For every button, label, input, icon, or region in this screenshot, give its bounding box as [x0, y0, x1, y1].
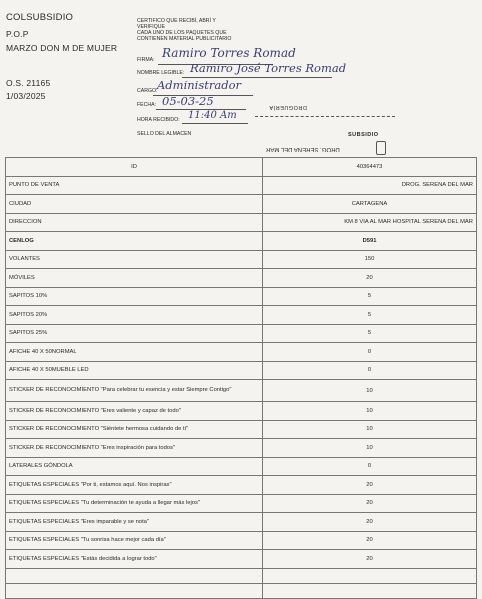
table-row	[6, 343, 477, 362]
empty-cell	[6, 583, 263, 598]
row-label: CIUDAD	[6, 195, 263, 214]
row-label: PUNTO DE VENTA	[6, 176, 263, 195]
table-row	[6, 402, 477, 421]
row-label: SAPITOS 25%	[6, 324, 263, 343]
fecha-label: FECHA:	[137, 102, 157, 108]
cargo-handwritten: Administrador	[157, 78, 241, 92]
hora-handwritten: 11:40 Am	[188, 110, 237, 121]
hora-label: HORA RECIBIDO:	[137, 117, 180, 123]
firma-label: FIRMA:	[137, 57, 155, 63]
company-name: COLSUBSIDIO	[6, 12, 74, 23]
row-label: AFICHE 40 X 50MUEBLE LED	[6, 361, 263, 380]
table-row	[6, 531, 477, 550]
table-row	[6, 513, 477, 532]
row-value: 0	[263, 361, 477, 380]
row-label: ETIQUETAS ESPECIALES "Tu determinación te ayuda a llegar más lejos"	[6, 494, 263, 513]
row-label: ETIQUETAS ESPECIALES "Eres imparable y se nota"	[6, 513, 263, 532]
row-label: DIRECCION	[6, 213, 263, 232]
row-value: 40364473	[263, 158, 477, 177]
cert-line: CADA UNO DE LOS PAQUETES QUE	[137, 30, 227, 36]
row-label: SAPITOS 10%	[6, 287, 263, 306]
row-label: ID	[6, 158, 263, 177]
empty-cell	[263, 583, 477, 598]
certification-text	[137, 18, 231, 42]
table-row-empty	[6, 583, 477, 598]
row-label: STICKER DE RECONOCIMIENTO "Siéntete hermosa cuidando de ti"	[6, 420, 263, 439]
hora-underline	[182, 123, 248, 124]
row-label: LATERALES GÓNDOLA	[6, 457, 263, 476]
row-label: MÓVILES	[6, 269, 263, 288]
table-row	[6, 306, 477, 325]
row-value: 20	[263, 513, 477, 532]
row-label: ETIQUETAS ESPECIALES "Estás decidida a lograr todo"	[6, 550, 263, 569]
table-row	[6, 287, 477, 306]
row-value: 20	[263, 269, 477, 288]
row-label: VOLANTES	[6, 250, 263, 269]
row-value: 150	[263, 250, 477, 269]
row-value: 0	[263, 457, 477, 476]
row-value: 20	[263, 550, 477, 569]
row-label: CENLOG	[6, 232, 263, 251]
table-row	[6, 250, 477, 269]
sello-label: SELLO DEL ALMACEN	[137, 131, 192, 137]
stamp-line-bottom: SUBSIDIO	[348, 132, 379, 138]
row-value: CARTAGENA	[263, 195, 477, 214]
firma-signature: Ramiro Torres Romad	[162, 46, 296, 60]
table-row	[6, 476, 477, 495]
pop-label: P.O.P	[6, 29, 29, 39]
row-value: 20	[263, 494, 477, 513]
stamp-side-text: DROG. SERENA DEL MAR	[266, 146, 340, 152]
table-row	[6, 361, 477, 380]
row-value: DROG. SERENA DEL MAR	[263, 176, 477, 195]
table-row	[6, 195, 477, 214]
table-row	[6, 269, 477, 288]
table-row	[6, 550, 477, 569]
row-value: 20	[263, 531, 477, 550]
row-value: D591	[263, 232, 477, 251]
nombre-label: NOMBRE LEGIBLE:	[137, 70, 185, 76]
order-number: O.S. 21165	[6, 78, 51, 88]
cargo-label: CARGO:	[137, 88, 158, 94]
row-label: AFICHE 40 X 50NORMAL	[6, 343, 263, 362]
row-label: STICKER DE RECONOCIMIENTO "Para celebrar tu esencia y estar Siempre Contigo"	[6, 380, 263, 402]
row-value: KM 8 VIA AL MAR HOSPITAL SERENA DEL MAR	[263, 213, 477, 232]
table-row	[6, 158, 477, 177]
row-value: 10	[263, 420, 477, 439]
table-row	[6, 324, 477, 343]
row-value: 5	[263, 287, 477, 306]
table-row	[6, 176, 477, 195]
materials-table	[5, 157, 477, 599]
row-label: SAPITOS 20%	[6, 306, 263, 325]
empty-cell	[263, 568, 477, 583]
row-value: 10	[263, 380, 477, 402]
table-row	[6, 380, 477, 402]
stamp-line-top: DROGUERÍA	[269, 104, 307, 110]
empty-cell	[6, 568, 263, 583]
fecha-handwritten: 05-03-25	[162, 94, 214, 108]
row-label: STICKER DE RECONOCIMIENTO "Eres inspiración para todos"	[6, 439, 263, 458]
table-row	[6, 457, 477, 476]
stamp-dash	[255, 116, 395, 117]
nombre-handwritten: Ramiro José Torres Romad	[190, 61, 347, 75]
table-row-empty	[6, 568, 477, 583]
row-value: 5	[263, 324, 477, 343]
row-value: 0	[263, 343, 477, 362]
row-label: ETIQUETAS ESPECIALES "Tu sonrisa hace mejor cada día"	[6, 531, 263, 550]
table-row	[6, 232, 477, 251]
stamp-seal-icon	[376, 141, 386, 155]
campaign-title: MARZO DON M DE MUJER	[6, 43, 118, 53]
order-date: 1/03/2025	[6, 91, 46, 101]
row-value: 5	[263, 306, 477, 325]
row-value: 20	[263, 476, 477, 495]
table-row	[6, 439, 477, 458]
row-value: 10	[263, 402, 477, 421]
cert-line: CERTIFICO QUE RECIBÍ, ABRÍ Y	[137, 18, 216, 24]
table-row	[6, 213, 477, 232]
row-label: STICKER DE RECONOCIMIENTO "Eres valiente y capaz de todo"	[6, 402, 263, 421]
row-label: ETIQUETAS ESPECIALES "Por ti, estamos aquí. Nos inspiras"	[6, 476, 263, 495]
table-row	[6, 494, 477, 513]
table-row	[6, 420, 477, 439]
cert-line: VERIFIQUE	[137, 24, 165, 30]
row-value: 10	[263, 439, 477, 458]
cert-line: CONTIENEN MATERIAL PUBLICITARIO	[137, 36, 232, 42]
